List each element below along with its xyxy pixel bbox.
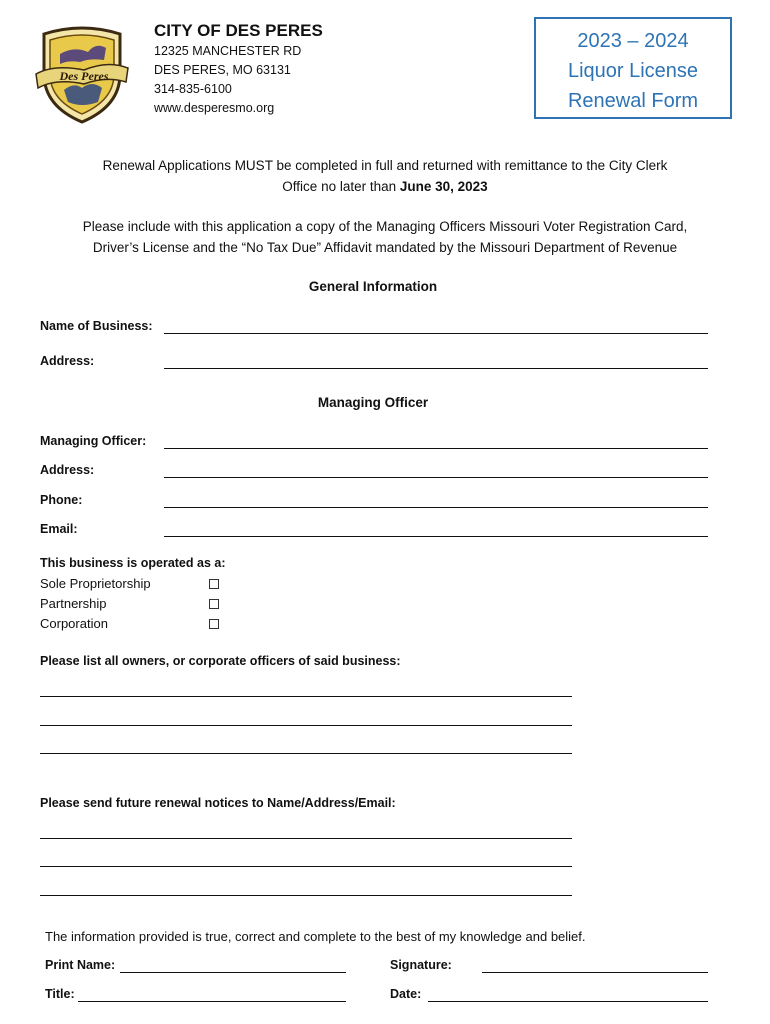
business-address-label: Address: <box>40 354 95 368</box>
title-line2: Renewal Form <box>567 90 699 112</box>
owners-line-1[interactable] <box>40 696 572 697</box>
intro-p2-line1: Please include with this application a copy of the Managing Officers Missouri Voter Registration Card, <box>82 219 688 234</box>
date-field[interactable] <box>428 1001 708 1002</box>
officer-phone-label: Phone: <box>40 493 83 507</box>
print-name-label: Print Name: <box>45 958 116 972</box>
intro-p1-line2: Office no later than June 30, 2023 <box>282 179 488 194</box>
officer-phone-field[interactable] <box>164 507 708 508</box>
intro-paragraph-1 <box>0 155 770 197</box>
logo-lettering: Des Peres <box>59 69 109 83</box>
print-name-field[interactable] <box>120 972 346 973</box>
intro-p1-line1: Renewal Applications MUST be completed in full and returned with remittance to the City Clerk <box>102 158 668 173</box>
business-name-field[interactable] <box>164 333 708 334</box>
city-name: CITY OF DES PERES <box>154 21 323 40</box>
managing-officer-heading: Managing Officer <box>317 395 429 410</box>
title-field[interactable] <box>78 1001 346 1002</box>
officer-email-field[interactable] <box>164 536 708 537</box>
city-seal-logo <box>34 24 130 124</box>
owners-heading: Please list all owners, or corporate officers of said business: <box>40 654 401 668</box>
form-title-box <box>534 17 732 119</box>
title-line1: Liquor License <box>567 60 699 82</box>
sole-proprietorship-checkbox[interactable] <box>209 579 219 589</box>
partnership-checkbox[interactable] <box>209 599 219 609</box>
officer-name-field[interactable] <box>164 448 708 449</box>
certification-statement: The information provided is true, correct and complete to the best of my knowledge and belief. <box>45 929 586 944</box>
city-info <box>154 20 323 118</box>
owners-line-3[interactable] <box>40 753 572 754</box>
date-label: Date: <box>390 987 422 1001</box>
notices-line-2[interactable] <box>40 866 572 867</box>
owners-line-2[interactable] <box>40 725 572 726</box>
business-name-label: Name of Business: <box>40 319 153 333</box>
signature-field[interactable] <box>482 972 708 973</box>
notices-heading: Please send future renewal notices to Name/Address/Email: <box>40 796 396 810</box>
business-address-field[interactable] <box>164 368 708 369</box>
option-sole-proprietorship-label: Sole Proprietorship <box>40 576 151 591</box>
option-partnership-label: Partnership <box>40 596 107 611</box>
officer-name-label: Managing Officer: <box>40 434 147 448</box>
notices-line-3[interactable] <box>40 895 572 896</box>
notices-line-1[interactable] <box>40 838 572 839</box>
option-corporation-label: Corporation <box>40 616 108 631</box>
intro-paragraph-2 <box>0 216 770 258</box>
title-label: Title: <box>45 987 75 1001</box>
officer-address-label: Address: <box>40 463 95 477</box>
officer-address-field[interactable] <box>164 477 708 478</box>
title-years: 2023 – 2024 <box>577 30 689 52</box>
operated-as-heading: This business is operated as a: <box>40 556 226 570</box>
general-info-heading: General Information <box>308 279 438 294</box>
signature-label: Signature: <box>390 958 452 972</box>
city-website: www.desperesmo.org <box>154 101 275 115</box>
officer-email-label: Email: <box>40 522 78 536</box>
city-address-line2: DES PERES, MO 63131 <box>154 63 291 77</box>
intro-p2-line2: Driver’s License and the “No Tax Due” Affidavit mandated by the Missouri Department of Revenue <box>92 240 678 255</box>
city-phone: 314-835-6100 <box>154 82 232 96</box>
corporation-checkbox[interactable] <box>209 619 219 629</box>
deadline-date: June 30, 2023 <box>399 179 488 194</box>
city-address-line1: 12325 MANCHESTER RD <box>154 44 302 58</box>
